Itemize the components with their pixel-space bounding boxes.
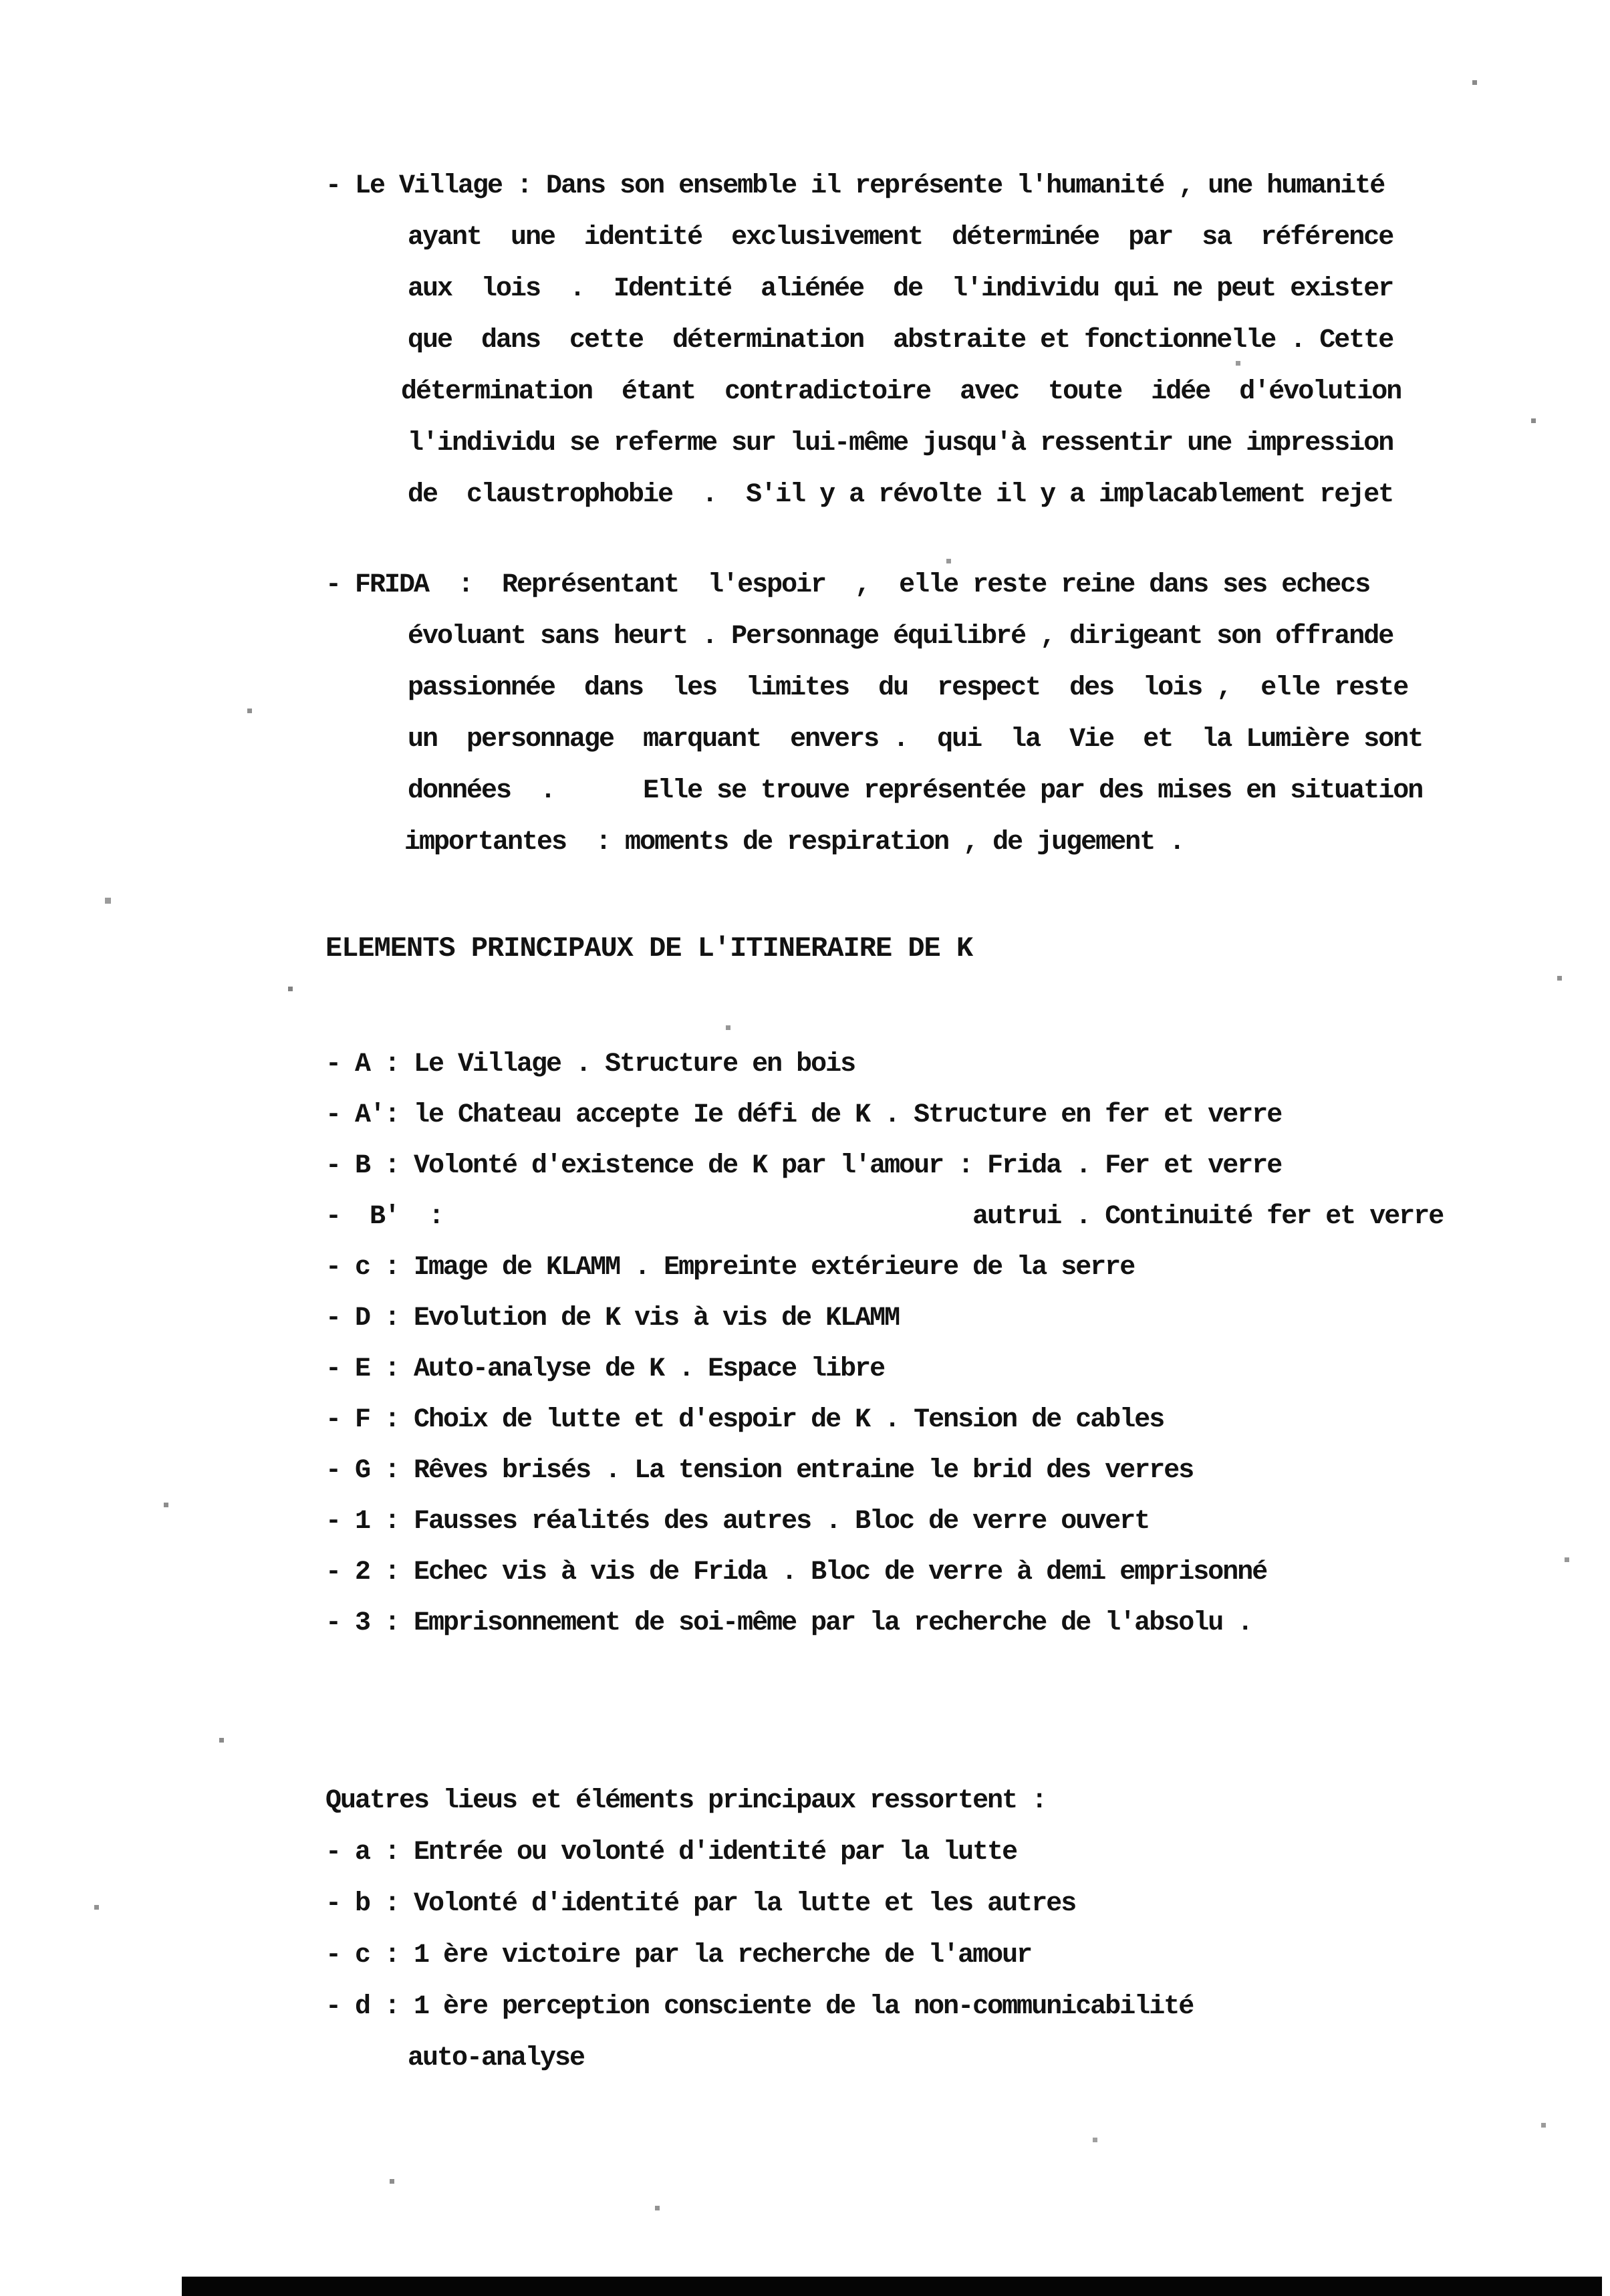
- paragraph-line: détermination étant contradictoire avec toute idée d'évolution: [401, 377, 1401, 407]
- conclusion-continuation: auto-analyse: [408, 2043, 585, 2073]
- list-item: - B' : autrui . Continuité fer et verre: [325, 1202, 1444, 1232]
- list-item: - A : Le Village . Structure en bois: [325, 1049, 855, 1079]
- list-item: - c : 1 ère victoire par la recherche de l'amour: [325, 1940, 1032, 1970]
- list-item: - a : Entrée ou volonté d'identité par la lutte: [325, 1837, 1017, 1868]
- list-item: - 1 : Fausses réalités des autres . Bloc de verre ouvert: [325, 1507, 1150, 1537]
- list-item: - 2 : Echec vis à vis de Frida . Bloc de verre à demi emprisonné: [325, 1557, 1267, 1587]
- list-item: - A': le Chateau accepte Ie défi de K . Structure en fer et verre: [325, 1100, 1282, 1130]
- paragraph-line: évoluant sans heurt . Personnage équilibré , dirigeant son offrande: [408, 622, 1393, 652]
- paragraph-line: - Le Village : Dans son ensemble il représente l'humanité , une humanité: [325, 171, 1385, 201]
- paragraph-line: passionnée dans les limites du respect des lois , elle reste: [408, 673, 1408, 703]
- list-item: - G : Rêves brisés . La tension entraine le brid des verres: [325, 1456, 1194, 1486]
- paragraph-line: ayant une identité exclusivement déterminée par sa référence: [408, 223, 1393, 253]
- list-item: - D : Evolution de K vis à vis de KLAMM: [325, 1303, 900, 1333]
- scan-noise-specks: [0, 0, 2, 2]
- paragraph-line: - FRIDA : Représentant l'espoir , elle reste reine dans ses echecs: [325, 570, 1370, 600]
- list-item: - d : 1 ère perception consciente de la non-communicabilité: [325, 1992, 1194, 2022]
- list-item: - 3 : Emprisonnement de soi-même par la recherche de l'absolu .: [325, 1608, 1252, 1638]
- list-item: - B : Volonté d'existence de K par l'amour : Frida . Fer et verre: [325, 1151, 1282, 1181]
- paragraph-line: aux lois . Identité aliénée de l'individu qui ne peut exister: [408, 274, 1393, 304]
- conclusion-intro: Quatres lieus et éléments principaux ressortent :: [325, 1786, 1047, 1816]
- list-item: - c : Image de KLAMM . Empreinte extérieure de la serre: [325, 1253, 1135, 1283]
- paragraph-line: importantes : moments de respiration , de jugement .: [404, 827, 1184, 858]
- paragraph-line: données . Elle se trouve représentée par des mises en situation: [408, 776, 1423, 806]
- paragraph-line: de claustrophobie . S'il y a révolte il y a implacablement rejet: [408, 480, 1393, 510]
- list-item: - b : Volonté d'identité par la lutte et les autres: [325, 1889, 1076, 1919]
- paragraph-line: un personnage marquant envers . qui la Vie et la Lumière sont: [408, 725, 1423, 755]
- paragraph-line: que dans cette détermination abstraite et fonctionnelle . Cette: [408, 326, 1393, 356]
- list-item: - E : Auto-analyse de K . Espace libre: [325, 1354, 885, 1384]
- list-item: - F : Choix de lutte et d'espoir de K . Tension de cables: [325, 1405, 1164, 1435]
- section-heading: ELEMENTS PRINCIPAUX DE L'ITINERAIRE DE K: [325, 932, 973, 965]
- scan-edge-bar: [182, 2277, 1602, 2296]
- paragraph-line: l'individu se referme sur lui-même jusqu'à ressentir une impression: [408, 428, 1393, 459]
